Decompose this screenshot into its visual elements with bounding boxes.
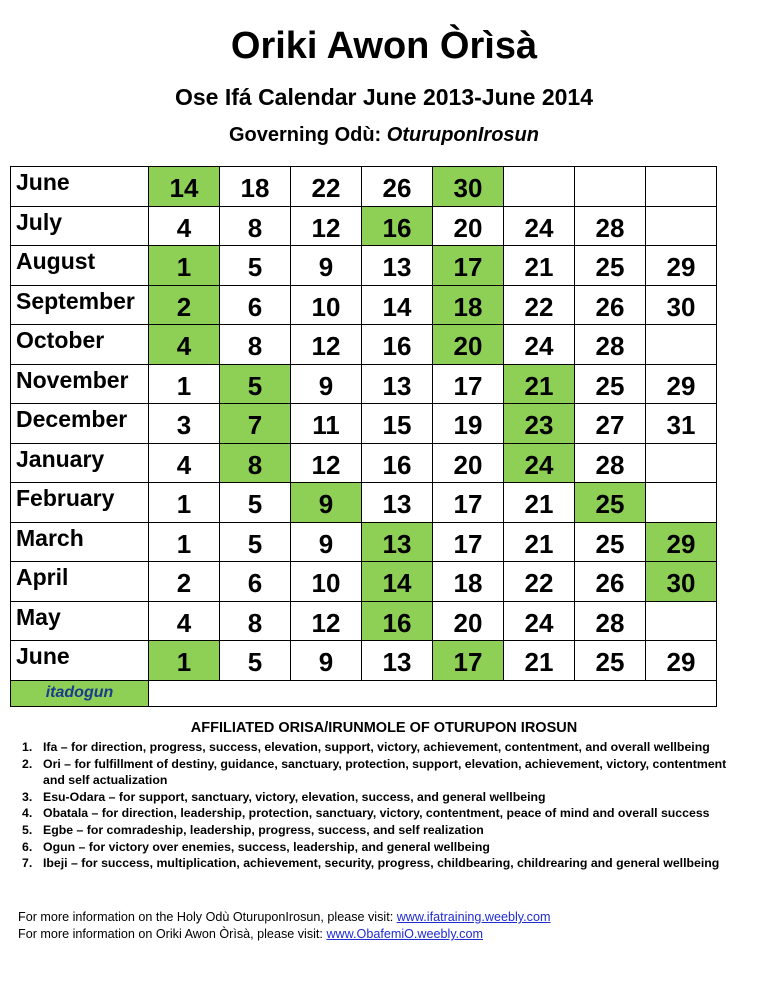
info-text: For more information on Oriki Awon Òrìsà, please visit: bbox=[18, 927, 327, 941]
ose-day-cell: 25 bbox=[575, 483, 646, 523]
day-cell: 28 bbox=[575, 325, 646, 365]
day-cell: 5 bbox=[220, 641, 291, 681]
table-row bbox=[11, 641, 717, 681]
day-cell: 1 bbox=[149, 483, 220, 523]
day-cell: 12 bbox=[291, 443, 362, 483]
ose-day-cell: 30 bbox=[646, 562, 717, 602]
day-cell: 24 bbox=[504, 325, 575, 365]
day-cell: 9 bbox=[291, 246, 362, 286]
list-item bbox=[22, 805, 742, 822]
footer-empty-cell bbox=[149, 680, 717, 706]
day-cell: 14 bbox=[362, 285, 433, 325]
day-cell: 5 bbox=[220, 483, 291, 523]
table-row bbox=[11, 167, 717, 207]
month-cell: August bbox=[11, 246, 149, 286]
day-cell: 11 bbox=[291, 404, 362, 444]
day-cell: 1 bbox=[149, 522, 220, 562]
ose-day-cell: 5 bbox=[220, 364, 291, 404]
day-cell: 9 bbox=[291, 641, 362, 681]
ose-day-cell: 21 bbox=[504, 364, 575, 404]
list-item bbox=[22, 756, 742, 789]
day-cell: 22 bbox=[504, 562, 575, 602]
ose-day-cell: 16 bbox=[362, 601, 433, 641]
info-text: For more information on the Holy Odù OturuponIrosun, please visit: bbox=[18, 910, 397, 924]
day-cell: 19 bbox=[433, 404, 504, 444]
info-line-odu bbox=[18, 909, 550, 926]
list-text: Ibeji – for success, multiplication, achievement, security, progress, childbearing, childrearing and general wellbeing bbox=[43, 856, 720, 871]
day-cell bbox=[646, 483, 717, 523]
day-cell: 10 bbox=[291, 562, 362, 602]
list-text: Egbe – for comradeship, leadership, progress, success, and self realization bbox=[43, 822, 484, 837]
day-cell: 8 bbox=[220, 206, 291, 246]
day-cell: 22 bbox=[291, 167, 362, 207]
day-cell: 13 bbox=[362, 364, 433, 404]
day-cell: 31 bbox=[646, 404, 717, 444]
ose-day-cell: 20 bbox=[433, 325, 504, 365]
ifatraining-link[interactable]: www.ifatraining.weebly.com bbox=[396, 910, 551, 924]
day-cell: 17 bbox=[433, 483, 504, 523]
ose-day-cell: 8 bbox=[220, 443, 291, 483]
month-cell: July bbox=[11, 206, 149, 246]
day-cell: 30 bbox=[646, 285, 717, 325]
day-cell: 12 bbox=[291, 325, 362, 365]
day-cell: 25 bbox=[575, 522, 646, 562]
day-cell: 29 bbox=[646, 364, 717, 404]
table-row bbox=[11, 206, 717, 246]
day-cell: 8 bbox=[220, 325, 291, 365]
ose-day-cell: 23 bbox=[504, 404, 575, 444]
affiliated-orisa-list bbox=[22, 739, 742, 872]
day-cell: 6 bbox=[220, 562, 291, 602]
ose-day-cell: 14 bbox=[362, 562, 433, 602]
list-number: 7. bbox=[22, 856, 33, 871]
day-cell: 20 bbox=[433, 601, 504, 641]
day-cell: 28 bbox=[575, 206, 646, 246]
calendar-subtitle: Ose Ifá Calendar June 2013-June 2014 bbox=[174, 84, 594, 110]
day-cell: 13 bbox=[362, 246, 433, 286]
itadogun-label: itadogun bbox=[11, 680, 149, 706]
day-cell: 2 bbox=[149, 562, 220, 602]
day-cell: 28 bbox=[575, 443, 646, 483]
list-number: 1. bbox=[22, 740, 33, 754]
day-cell: 15 bbox=[362, 404, 433, 444]
day-cell bbox=[504, 167, 575, 207]
list-number: 6. bbox=[22, 839, 33, 854]
ose-day-cell: 1 bbox=[149, 246, 220, 286]
table-row bbox=[11, 483, 717, 523]
day-cell: 3 bbox=[149, 404, 220, 444]
ose-day-cell: 1 bbox=[149, 641, 220, 681]
day-cell: 4 bbox=[149, 443, 220, 483]
table-footer-row bbox=[11, 680, 717, 706]
info-block bbox=[18, 909, 550, 943]
day-cell bbox=[646, 167, 717, 207]
day-cell: 18 bbox=[433, 562, 504, 602]
day-cell: 24 bbox=[504, 206, 575, 246]
day-cell: 6 bbox=[220, 285, 291, 325]
list-item bbox=[22, 789, 742, 806]
governing-label: Governing Odù: bbox=[229, 124, 387, 146]
ose-day-cell: 24 bbox=[504, 443, 575, 483]
day-cell: 24 bbox=[504, 601, 575, 641]
day-cell: 9 bbox=[291, 364, 362, 404]
list-text: Esu-Odara – for support, sanctuary, victory, elevation, success, and general wellbeing bbox=[43, 789, 546, 804]
day-cell: 10 bbox=[291, 285, 362, 325]
ose-day-cell: 18 bbox=[433, 285, 504, 325]
calendar-body bbox=[11, 167, 717, 707]
day-cell: 21 bbox=[504, 522, 575, 562]
day-cell: 26 bbox=[575, 285, 646, 325]
list-item bbox=[22, 739, 742, 756]
ose-day-cell: 17 bbox=[433, 641, 504, 681]
day-cell: 27 bbox=[575, 404, 646, 444]
day-cell: 25 bbox=[575, 364, 646, 404]
ose-day-cell: 4 bbox=[149, 325, 220, 365]
month-cell: January bbox=[11, 443, 149, 483]
month-cell: October bbox=[11, 325, 149, 365]
day-cell: 21 bbox=[504, 641, 575, 681]
table-row bbox=[11, 522, 717, 562]
day-cell bbox=[646, 443, 717, 483]
month-cell: September bbox=[11, 285, 149, 325]
ose-day-cell: 17 bbox=[433, 246, 504, 286]
day-cell: 4 bbox=[149, 206, 220, 246]
list-number: 4. bbox=[22, 806, 33, 821]
month-cell: June bbox=[11, 167, 149, 207]
ose-day-cell: 16 bbox=[362, 206, 433, 246]
day-cell: 17 bbox=[433, 522, 504, 562]
day-cell bbox=[646, 325, 717, 365]
ose-day-cell: 13 bbox=[362, 522, 433, 562]
day-cell: 16 bbox=[362, 325, 433, 365]
ose-day-cell: 2 bbox=[149, 285, 220, 325]
table-row bbox=[11, 601, 717, 641]
list-text: Ogun – for victory over enemies, success, leadership, and general wellbeing bbox=[43, 839, 490, 854]
day-cell: 20 bbox=[433, 443, 504, 483]
day-cell: 9 bbox=[291, 522, 362, 562]
day-cell: 26 bbox=[575, 562, 646, 602]
table-row bbox=[11, 562, 717, 602]
day-cell: 21 bbox=[504, 483, 575, 523]
day-cell: 17 bbox=[433, 364, 504, 404]
day-cell: 21 bbox=[504, 246, 575, 286]
day-cell: 1 bbox=[149, 364, 220, 404]
list-number: 2. bbox=[22, 756, 33, 771]
day-cell: 12 bbox=[291, 601, 362, 641]
day-cell bbox=[646, 601, 717, 641]
ose-day-cell: 7 bbox=[220, 404, 291, 444]
day-cell: 12 bbox=[291, 206, 362, 246]
month-cell: February bbox=[11, 483, 149, 523]
month-cell: April bbox=[11, 562, 149, 602]
day-cell: 4 bbox=[149, 601, 220, 641]
month-cell: November bbox=[11, 364, 149, 404]
ose-day-cell: 30 bbox=[433, 167, 504, 207]
table-row bbox=[11, 325, 717, 365]
day-cell: 13 bbox=[362, 483, 433, 523]
table-row bbox=[11, 246, 717, 286]
table-row bbox=[11, 404, 717, 444]
table-row bbox=[11, 285, 717, 325]
affiliated-heading: AFFILIATED ORISA/IRUNMOLE OF OTURUPON IROSUN bbox=[190, 720, 578, 736]
list-item bbox=[22, 855, 742, 872]
day-cell: 5 bbox=[220, 522, 291, 562]
day-cell: 20 bbox=[433, 206, 504, 246]
ose-day-cell: 14 bbox=[149, 167, 220, 207]
page-title: Oriki Awon Òrìsà bbox=[230, 25, 538, 67]
day-cell: 29 bbox=[646, 246, 717, 286]
list-number: 3. bbox=[22, 789, 33, 804]
day-cell: 28 bbox=[575, 601, 646, 641]
list-text: Ifa – for direction, progress, success, elevation, support, victory, achievement, contentment, and overall wellbeing bbox=[43, 740, 710, 754]
day-cell: 22 bbox=[504, 285, 575, 325]
ose-day-cell: 9 bbox=[291, 483, 362, 523]
governing-odu-name: OturuponIrosun bbox=[386, 124, 539, 146]
day-cell: 25 bbox=[575, 246, 646, 286]
governing-odu bbox=[0, 122, 768, 148]
day-cell: 8 bbox=[220, 601, 291, 641]
month-cell: December bbox=[11, 404, 149, 444]
day-cell bbox=[575, 167, 646, 207]
list-item bbox=[22, 839, 742, 856]
month-cell: June bbox=[11, 641, 149, 681]
day-cell bbox=[646, 206, 717, 246]
ose-day-cell: 29 bbox=[646, 522, 717, 562]
day-cell: 16 bbox=[362, 443, 433, 483]
month-cell: March bbox=[11, 522, 149, 562]
day-cell: 29 bbox=[646, 641, 717, 681]
list-number: 5. bbox=[22, 822, 33, 837]
day-cell: 26 bbox=[362, 167, 433, 207]
table-row bbox=[11, 364, 717, 404]
list-item bbox=[22, 822, 742, 839]
day-cell: 13 bbox=[362, 641, 433, 681]
info-line-oriki bbox=[18, 926, 550, 943]
ose-ifa-calendar-table bbox=[10, 166, 717, 707]
table-row bbox=[11, 443, 717, 483]
day-cell: 5 bbox=[220, 246, 291, 286]
day-cell: 18 bbox=[220, 167, 291, 207]
month-cell: May bbox=[11, 601, 149, 641]
list-text: Obatala – for direction, leadership, protection, sanctuary, victory, contentment, peace of mind and overall success bbox=[43, 806, 710, 821]
obafemio-link[interactable]: www.ObafemiO.weebly.com bbox=[326, 927, 483, 941]
list-text: Ori – for fulfillment of destiny, guidance, sanctuary, protection, support, elevation, achievement, victory, contentment and self actualization bbox=[43, 756, 727, 788]
day-cell: 25 bbox=[575, 641, 646, 681]
